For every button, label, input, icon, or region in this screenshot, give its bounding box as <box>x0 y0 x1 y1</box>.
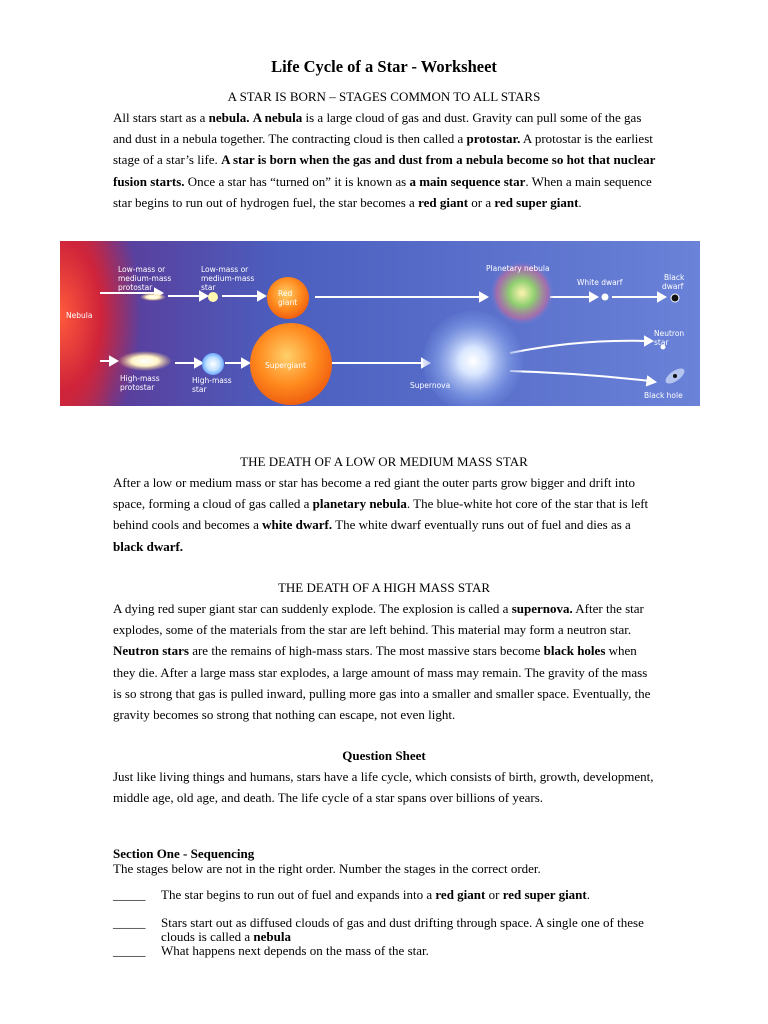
sequence-item-3 <box>113 944 658 960</box>
star-life-cycle-diagram <box>60 241 700 406</box>
black-hole-core <box>673 374 677 378</box>
section-one-heading: Section One - Sequencing <box>113 846 255 861</box>
label-black-hole: Black hole <box>644 391 683 400</box>
label-black-dwarf-2: dwarf <box>662 282 684 291</box>
black-dwarf <box>671 294 679 302</box>
question-sheet-heading: Question Sheet <box>342 748 426 763</box>
section-heading-low-mass-death: THE DEATH OF A LOW OR MEDIUM MASS STAR <box>240 454 528 469</box>
high-mass-protostar <box>118 351 172 371</box>
sequence-item-2-text: Stars start out as diffused clouds of gas and dust drifting through space. A single one of these clouds is called a nebula <box>161 915 644 944</box>
label-low-star-3: star <box>201 283 216 292</box>
question-sheet-intro: Just like living things and humans, stars have a life cycle, which consists of birth, growth, development, middle age, old age, and death. The life cycle of a star spans over billions of years. <box>113 769 654 806</box>
white-dwarf <box>602 294 609 301</box>
section-heading-star-born: A STAR IS BORN – STAGES COMMON TO ALL STARS <box>227 89 541 104</box>
paragraph-star-born: All stars start as a nebula. A nebula is a large cloud of gas and dust. Gravity can pull some of the gas and dust in a nebula together. The contracting cloud is then called a protostar. A protostar is the earliest stage of a star’s life. A star is born when the gas and dust from a nebula become so hot that nuclear fusion starts. Once a star has “turned on” it is known as a main sequence star. When a main sequence star begins to run out of hydrogen fuel, the star becomes a red giant or a red super giant. <box>113 110 656 210</box>
sequence-item-2 <box>113 916 658 946</box>
label-neutron-star-2: star <box>654 338 669 347</box>
label-planetary-nebula: Planetary nebula <box>486 264 550 273</box>
label-low-protostar-3: protostar <box>118 283 153 292</box>
sequence-item-1 <box>113 888 658 918</box>
label-low-protostar-2: medium-mass <box>118 274 172 283</box>
label-low-star-1: Low-mass or <box>201 265 249 274</box>
paragraph-high-mass-death: A dying red super giant star can suddenly explode. The explosion is called a supernova. After the star explodes, some of the materials from the star are left behind. This material may form a neutron star. Neutron stars are the remains of high-mass stars. The most massive stars become black holes when they die. After a large mass star explodes, a large amount of mass may remain. The gravity of the mass is so strong that gas is pulled inward, pulling more gas into a smaller and smaller space. Eventually, the gravity becomes so strong that nothing can escape, not even light. <box>113 601 651 723</box>
label-white-dwarf: White dwarf <box>577 278 623 287</box>
paragraph-low-mass-death: After a low or medium mass or star has become a red giant the outer parts grow bigger and drift into space, forming a cloud of gas called a planetary nebula. The blue-white hot core of the star that is left behind cools and becomes a white dwarf. The white dwarf eventually runs out of fuel and dies as a black dwarf. <box>113 475 649 554</box>
page-title: Life Cycle of a Star - Worksheet <box>271 57 497 76</box>
label-high-star-1: High-mass <box>192 376 232 385</box>
answer-blank-1[interactable]: _____ <box>113 887 146 902</box>
section-one-instructions: The stages below are not in the right order. Number the stages in the correct order. <box>113 861 541 876</box>
label-low-protostar-1: Low-mass or <box>118 265 166 274</box>
label-supergiant: Supergiant <box>265 361 306 370</box>
sequence-item-3-text: What happens next depends on the mass of the star. <box>161 943 429 958</box>
low-mass-protostar <box>140 293 166 301</box>
label-high-protostar-2: protostar <box>120 383 155 392</box>
label-nebula: Nebula <box>66 311 93 320</box>
label-high-protostar-1: High-mass <box>120 374 160 383</box>
answer-blank-2[interactable]: _____ <box>113 915 146 930</box>
section-heading-high-mass-death: THE DEATH OF A HIGH MASS STAR <box>277 580 491 595</box>
answer-blank-3[interactable]: _____ <box>113 943 146 958</box>
label-low-star-2: medium-mass <box>201 274 255 283</box>
label-supernova: Supernova <box>410 381 451 390</box>
label-red-giant-1: Red <box>278 289 293 298</box>
label-red-giant-2: giant <box>278 298 298 307</box>
label-neutron-star-1: Neutron <box>654 329 685 338</box>
label-high-star-2: star <box>192 385 207 394</box>
low-mass-star <box>208 292 218 302</box>
sequence-item-1-text: The star begins to run out of fuel and expands into a red giant or red super giant. <box>161 887 590 902</box>
high-mass-star <box>202 353 224 375</box>
label-black-dwarf-1: Black <box>664 273 685 282</box>
